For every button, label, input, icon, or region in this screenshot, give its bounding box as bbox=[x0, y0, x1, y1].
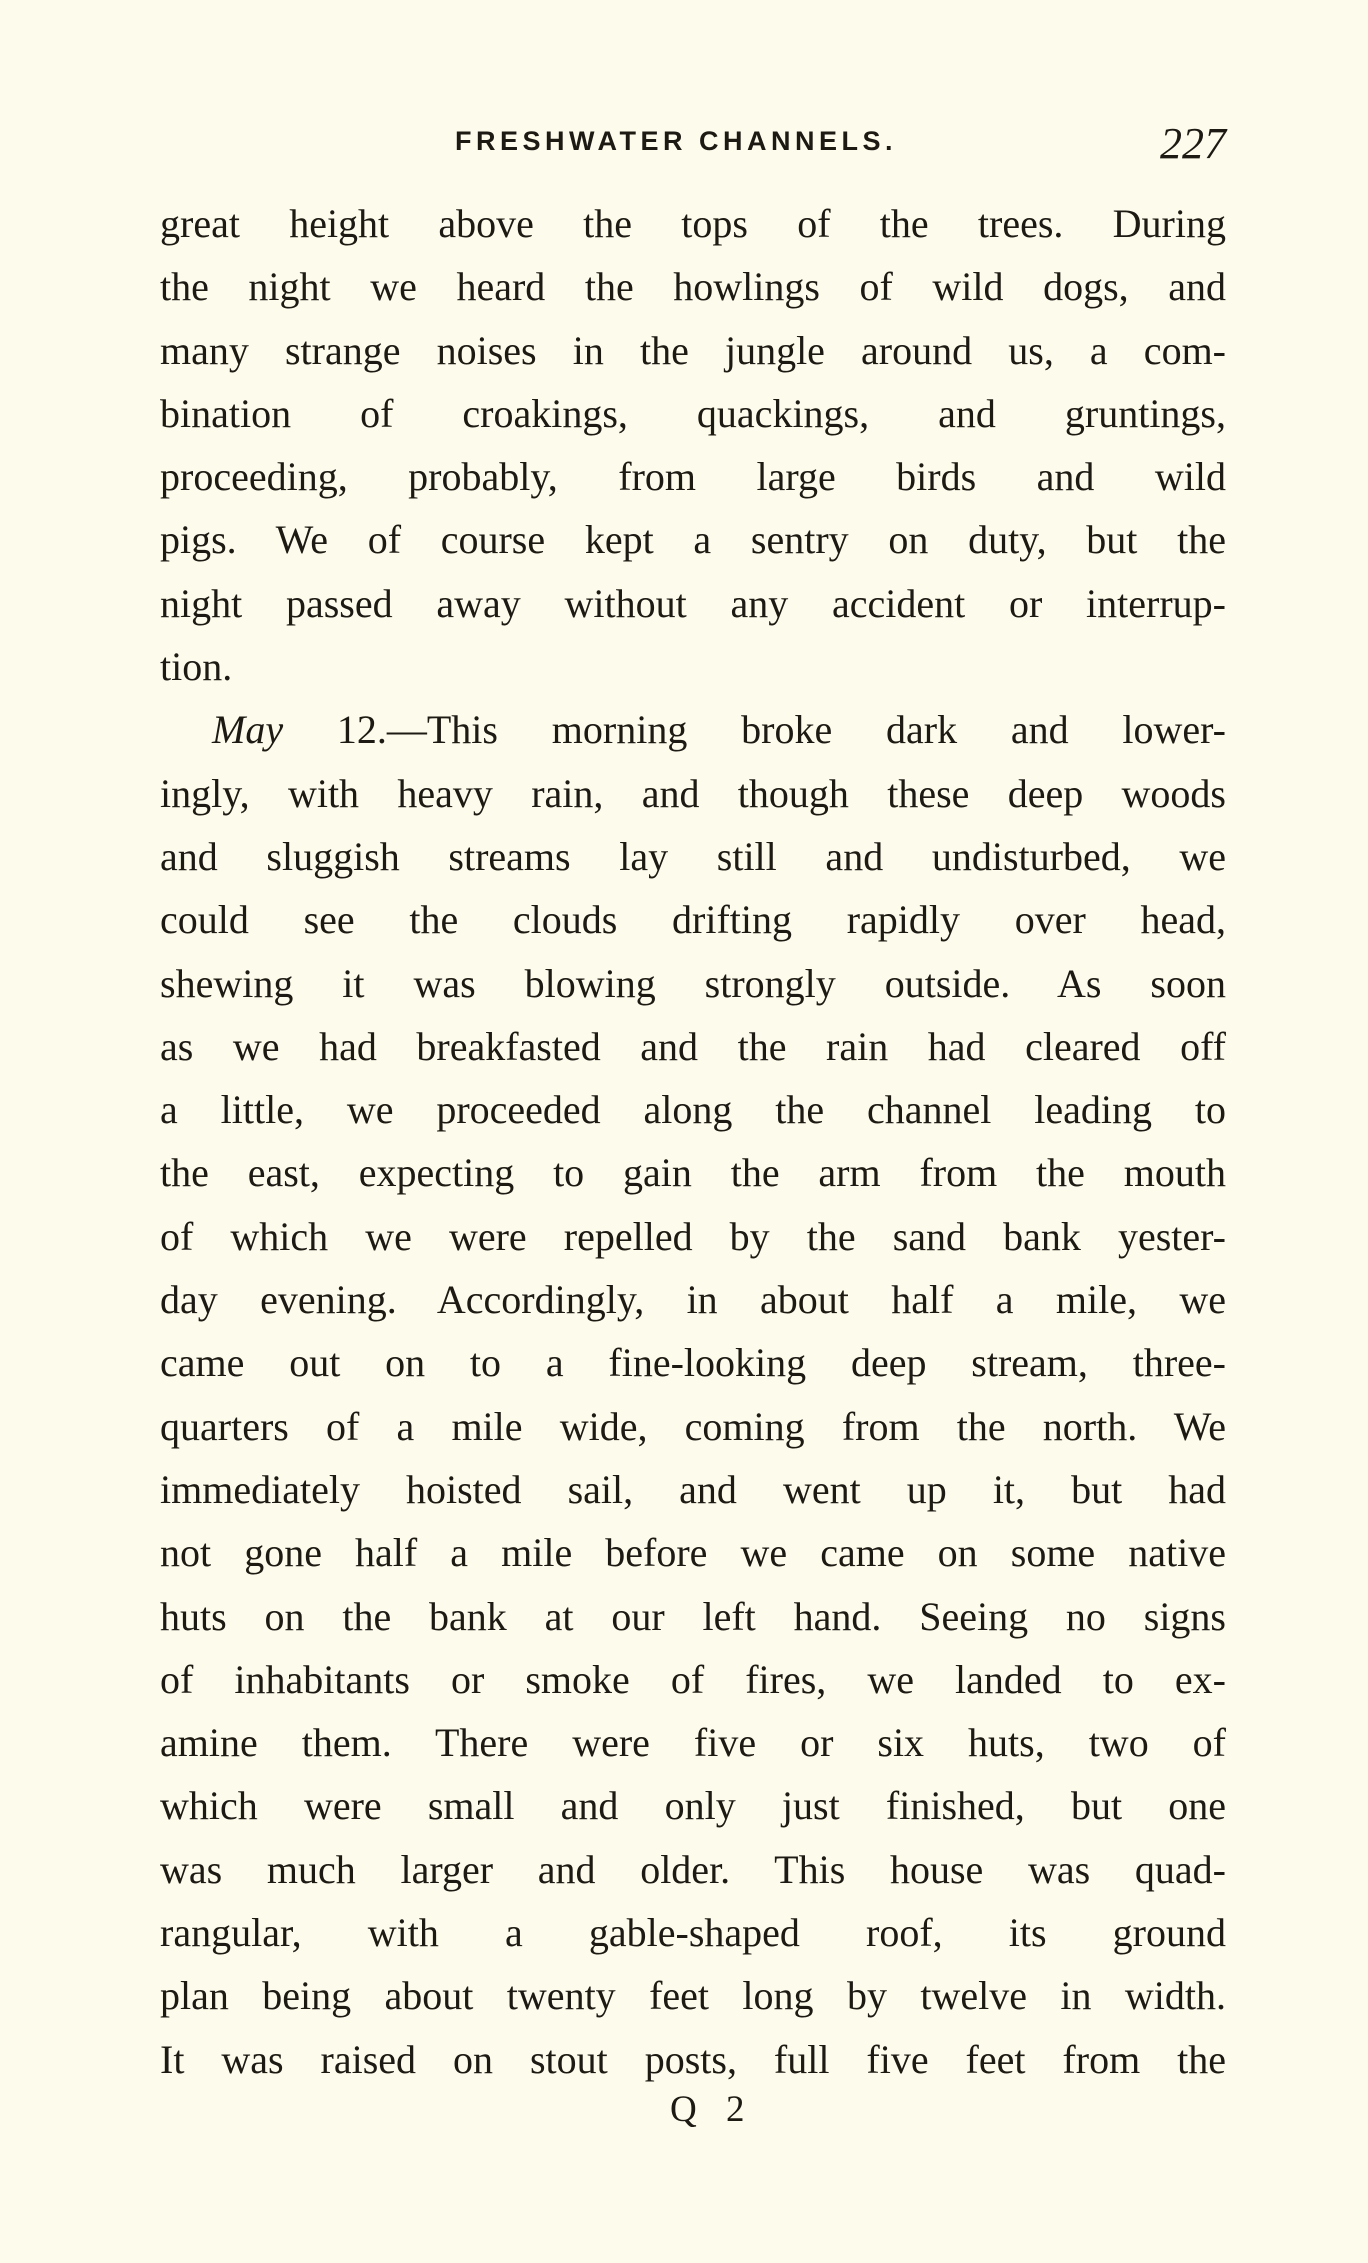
text-line: It was raised on stout posts, full five feet from the bbox=[160, 2036, 1226, 2082]
text-line: proceeding, probably, from large birds and wild bbox=[160, 454, 1226, 500]
text-line: immediately hoisted sail, and went up it, but had bbox=[160, 1466, 1226, 1512]
text-line: as we had breakfasted and the rain had cleared off bbox=[160, 1023, 1226, 1069]
text-line: not gone half a mile before we came on some native bbox=[160, 1530, 1226, 1576]
text-line: tion. bbox=[160, 644, 233, 690]
text-line: pigs. We of course kept a sentry on duty, but the bbox=[160, 517, 1226, 563]
text-line: amine them. There were five or six huts, two of bbox=[160, 1720, 1226, 1766]
text-line: the night we heard the howlings of wild dogs, and bbox=[160, 264, 1226, 310]
signature-mark: Q 2 bbox=[670, 2089, 755, 2130]
text-line: of which we were repelled by the sand bank yester- bbox=[160, 1213, 1226, 1259]
text-line: huts on the bank at our left hand. Seeing no signs bbox=[160, 1593, 1226, 1639]
text-line: quarters of a mile wide, coming from the north. We bbox=[160, 1403, 1226, 1449]
date-label: May bbox=[212, 707, 284, 753]
text-line: the east, expecting to gain the arm from the mouth bbox=[160, 1150, 1226, 1196]
paragraph-1 bbox=[160, 192, 1226, 698]
text-line: which were small and only just finished, but one bbox=[160, 1783, 1226, 1829]
paragraph-2 bbox=[160, 698, 1226, 2091]
page-header bbox=[160, 118, 1226, 178]
date-line-text: 12.—This morning broke dark and lower- bbox=[283, 707, 1226, 753]
body-text bbox=[160, 192, 1226, 2091]
text-line: and sluggish streams lay still and undisturbed, we bbox=[160, 833, 1226, 879]
text-line: of inhabitants or smoke of fires, we landed to ex- bbox=[160, 1656, 1226, 1702]
text-line: day evening. Accordingly, in about half a mile, we bbox=[160, 1277, 1226, 1323]
text-line: could see the clouds drifting rapidly over head, bbox=[160, 897, 1226, 943]
text-line: night passed away without any accident or interrup- bbox=[160, 580, 1226, 626]
text-line: ingly, with heavy rain, and though these deep woods bbox=[160, 770, 1226, 816]
page-number: 227 bbox=[1160, 119, 1226, 168]
text-line: great height above the tops of the trees. During bbox=[160, 201, 1226, 246]
text-line: came out on to a fine-looking deep stream, three- bbox=[160, 1340, 1226, 1386]
text-line-dated bbox=[160, 698, 1226, 761]
text-line: plan being about twenty feet long by twelve in width. bbox=[160, 1973, 1226, 2019]
running-head: FRESHWATER CHANNELS. bbox=[455, 126, 898, 156]
text-line: rangular, with a gable-shaped roof, its ground bbox=[160, 1910, 1226, 1956]
text-line: was much larger and older. This house was quad- bbox=[160, 1846, 1226, 1892]
text-line: many strange noises in the jungle around us, a com- bbox=[160, 327, 1226, 373]
text-line: shewing it was blowing strongly outside. As soon bbox=[160, 960, 1226, 1006]
text-line: bination of croakings, quackings, and gruntings, bbox=[160, 390, 1226, 436]
text-line: a little, we proceeded along the channel leading to bbox=[160, 1087, 1226, 1133]
